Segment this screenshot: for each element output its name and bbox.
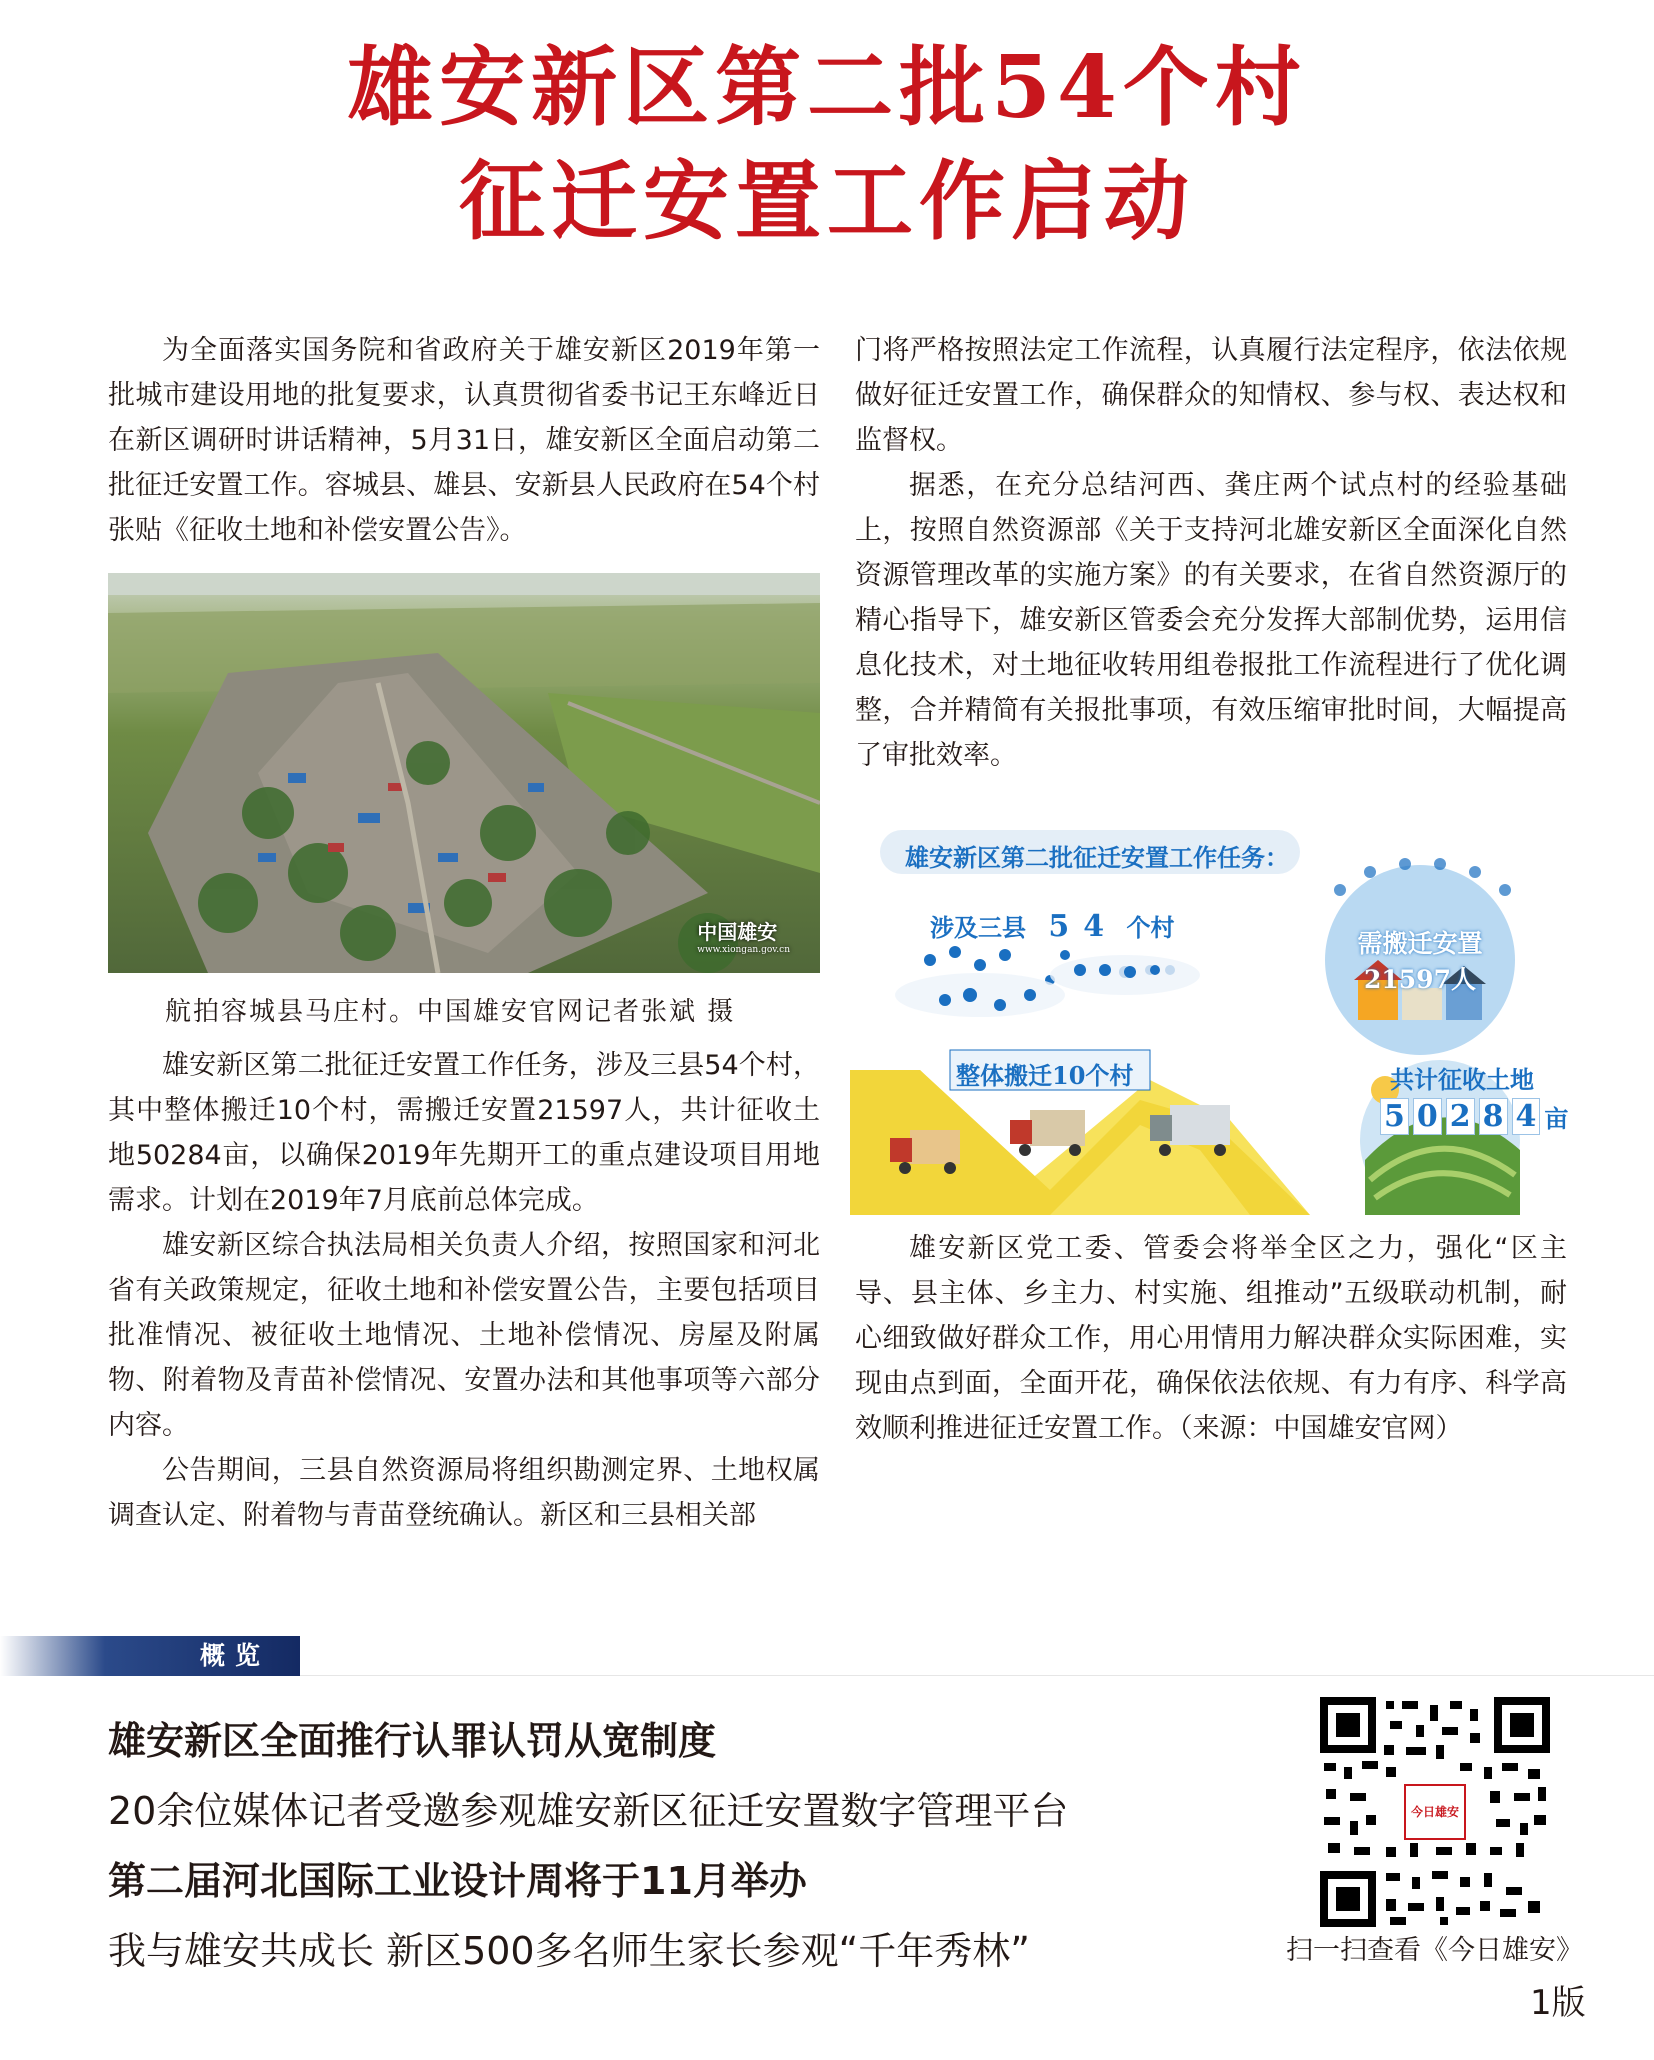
land-digit: 8 (1479, 1098, 1508, 1135)
infographic-relocate-label: 需搬迁安置 (1357, 929, 1483, 958)
article-column-right-top (855, 328, 1567, 778)
article-paragraph: 雄安新区第二批征迁安置工作任务，涉及三县54个村，其中整体搬迁10个村，需搬迁安置21597人，共计征收土地50284亩，以确保2019年先期开工的重点建设项目用地需求。计划在2019年7月底前总体完成。 (108, 1050, 820, 1216)
infographic-relocate-count: 21597人 (1364, 965, 1476, 994)
article-paragraph: 为全面落实国务院和省政府关于雄安新区2019年第一批城市建设用地的批复要求，认真贯彻省委书记王东峰近日在新区调研时讲话精神，5月31日，雄安新区全面启动第二批征迁安置工作。容城县、雄县、安新县人民政府在54个村张贴《征收土地和补偿安置公告》。 (108, 335, 820, 546)
divider (300, 1675, 1654, 1676)
article-paragraph: 雄安新区综合执法局相关负责人介绍，按照国家和河北省有关政策规定，征收土地和补偿安置公告，主要包括项目批准情况、被征收土地情况、土地补偿情况、房屋及附属物、附着物及青苗补偿情况、安置办法和其他事项等六部分内容。 (108, 1230, 820, 1441)
article-paragraph: 公告期间，三县自然资源局将组织勘测定界、土地权属调查认定、附着物与青苗登统确认。新区和三县相关部 (108, 1455, 820, 1531)
article-paragraph: 据悉，在充分总结河西、龚庄两个试点村的经验基础上，按照自然资源部《关于支持河北雄安新区全面深化自然资源管理改革的实施方案》的有关要求，在省自然资源厅的精心指导下，雄安新区管委会充分发挥大部制优势，运用信息化技术，对土地征收转用组卷报批工作流程进行了优化调整，合并精简有关报批事项，有效压缩审批时间，大幅提高了审批效率。 (855, 470, 1567, 771)
overview-headline[interactable]: 20余位媒体记者受邀参观雄安新区征迁安置数字管理平台 (108, 1789, 1069, 1833)
page-number: 1版 (1530, 1983, 1586, 2023)
photo-watermark-text: 中国雄安 (697, 920, 778, 944)
photo-caption: 航拍容城县马庄村。中国雄安官网记者张斌 摄 (165, 997, 736, 1027)
infographic-villages-prefix: 涉及三县 (930, 913, 1026, 942)
infographic-land-label: 共计征收土地 (1390, 1065, 1534, 1094)
infographic-villages-count: 54 (1048, 909, 1119, 944)
photo-watermark-url: www.xiongan.gov.cn (697, 945, 790, 955)
overview-headline[interactable]: 我与雄安共成长 新区500多名师生家长参观“千年秀林” (108, 1929, 1030, 1973)
land-digit: 0 (1413, 1098, 1442, 1135)
infographic-land-count (1380, 1098, 1568, 1135)
article-paragraph: 雄安新区党工委、管委会将举全区之力，强化“区主导、县主体、乡主力、村实施、组推动”五级联动机制，耐心细致做好群众工作，用心用情用力解决群众实际困难，实现由点到面，全面开花，确保依法依规、有力有序、科学高效顺利推进征迁安置工作。（来源：中国雄安官网） (855, 1233, 1567, 1444)
qr-center-label: 今日雄安 (1410, 1805, 1459, 1819)
article-paragraph-continued: 门将严格按照法定工作流程，认真履行法定程序，依法依规做好征迁安置工作，确保群众的知情权、参与权、表达权和监督权。 (855, 335, 1567, 456)
qr-code[interactable] (1320, 1697, 1550, 1927)
article-column-left-top (108, 328, 820, 553)
aerial-village-image (108, 573, 820, 973)
land-digit: 2 (1446, 1098, 1475, 1135)
photo-watermark (697, 916, 790, 955)
infographic-whole-relocation: 整体搬迁10个村 (956, 1061, 1134, 1090)
infographic-title: 雄安新区第二批征迁安置工作任务： (905, 843, 1289, 872)
article-column-left-bottom (108, 1043, 820, 1538)
infographic-relocate (1330, 924, 1510, 996)
overview-section-label: 概览 (200, 1641, 271, 1670)
infographic (850, 820, 1570, 1215)
overview-headline[interactable]: 第二届河北国际工业设计周将于11月举办 (108, 1859, 807, 1903)
qr-caption: 扫一扫查看《今日雄安》 (1286, 1935, 1583, 1966)
land-unit: 亩 (1544, 1104, 1569, 1133)
article-column-right-bottom (855, 1226, 1567, 1451)
land-digit: 5 (1380, 1098, 1409, 1135)
headline-line-1: 雄安新区第二批54个村 (347, 37, 1307, 138)
aerial-photo (108, 573, 820, 973)
infographic-villages-suffix: 个村 (1126, 913, 1175, 942)
headline-line-2: 征迁安置工作启动 (459, 151, 1195, 252)
overview-headline[interactable]: 雄安新区全面推行认罪认罚从宽制度 (108, 1719, 717, 1763)
infographic-villages (930, 908, 1174, 944)
infographic-graphics (850, 820, 1570, 1215)
land-digit: 4 (1512, 1098, 1541, 1135)
